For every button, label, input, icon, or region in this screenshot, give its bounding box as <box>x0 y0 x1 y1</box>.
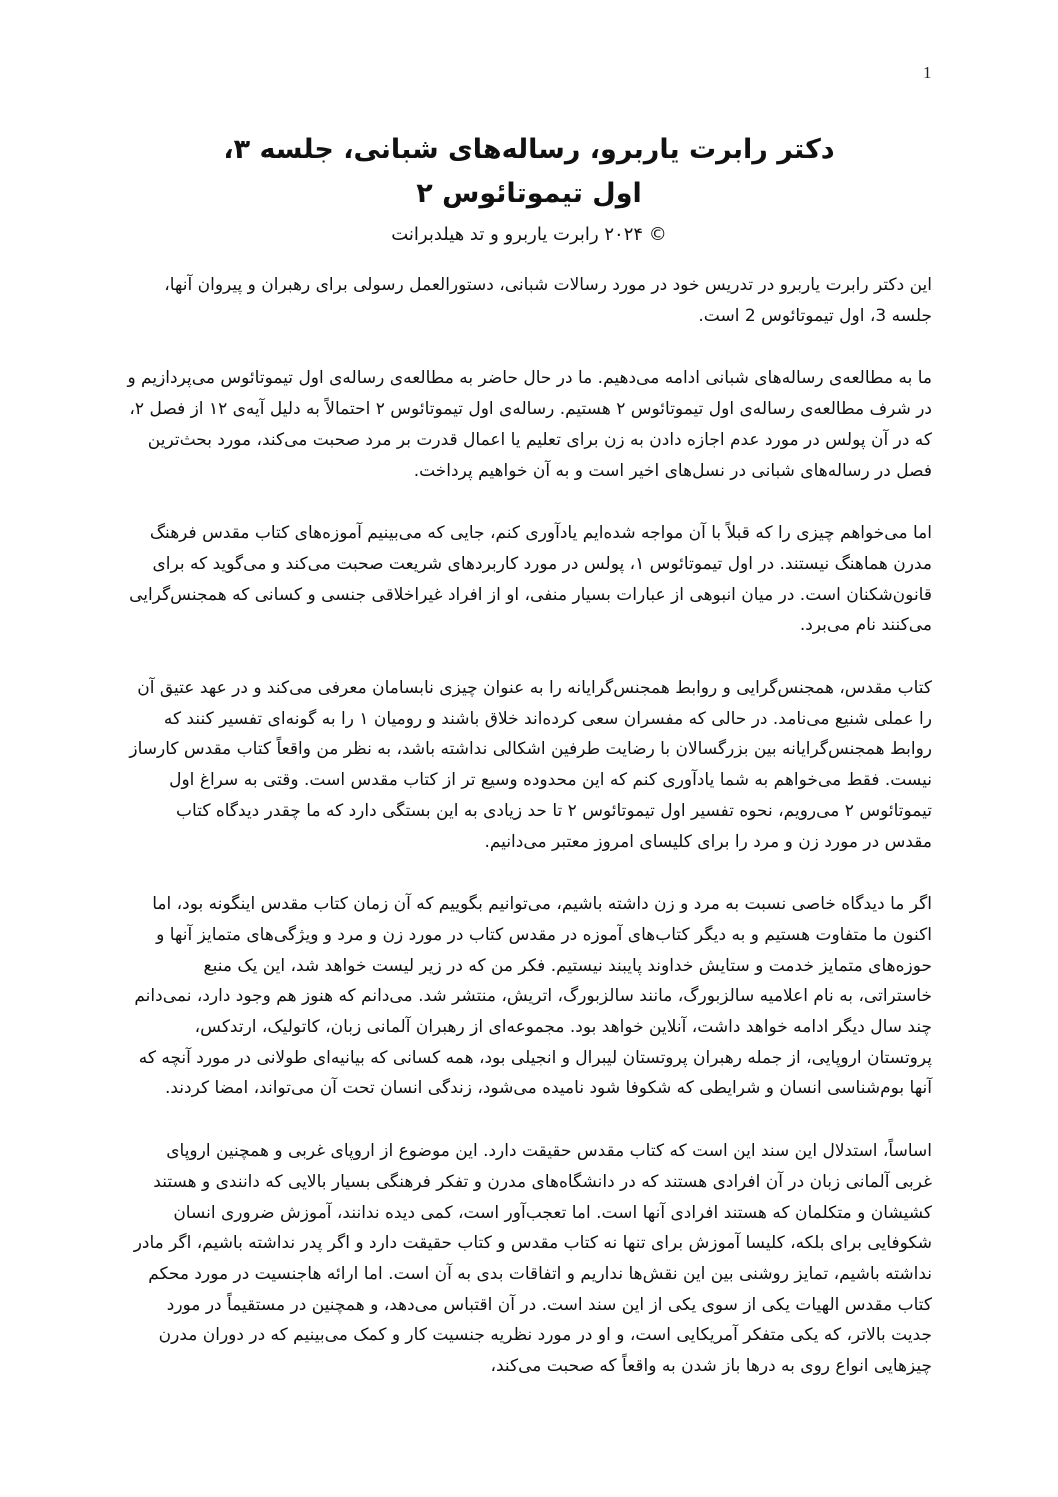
document-body <box>126 270 932 1414</box>
page-number: 1 <box>923 63 932 82</box>
paragraph: این دکتر رابرت یاربرو در تدریس خود در مورد رسالات شبانی، دستورالعمل رسولی برای رهبران و پیروان آنها، جلسه 3، اول تیموتائوس 2 است. <box>164 275 932 326</box>
paragraph: اما می‌خواهم چیزی را که قبلاً با آن مواجه شده‌ایم یادآوری کنم، جایی که می‌بینیم آموزه‌های کتاب مقدس فرهنگ مدرن هماهنگ نیستند. در اول تیموتائوس ۱، پولس در مورد کاربردهای شریعت صحبت می‌کند و می‌گوید که برای قانون‌شکنان است. در میان انبوهی از عبارات بسیار منفی، او از افراد غیراخلاقی جنسی و کسانی که همجنس‌گرایی می‌کنند نام می‌برد. <box>129 523 932 636</box>
paragraph: اگر ما دیدگاه خاصی نسبت به مرد و زن داشته باشیم، می‌توانیم بگوییم که آن زمان کتاب مقدس اینگونه بود، اما اکنون ما متفاوت هستیم و به دیگر کتاب‌های آموزه در مقدس کتاب در مورد زن و مرد و ویژگی‌های متمایز آنها و حوزه‌های متمایز خدمت و ستایش خداوند پایبند نیستیم. فکر من که در زیر لیست خواهد شد، این یک منبع خاستراتی، به نام اعلامیه سالزبورگ، مانند سالزبورگ، اتریش، منتشر شد. می‌دانم که هنوز هم وجود دارد، نمی‌دانم چند سال دیگر ادامه خواهد داشت، آنلاین خواهد بود. مجموعه‌ای از رهبران آلمانی زبان، کاتولیک، ارتدکس، پروتستان اروپایی، از جمله رهبران پروتستان لیبرال و انجیلی بود، همه کسانی که بیانیه‌ای طولانی در مورد آنچه که آنها بوم‌شناسی انسان و شرایطی که شکوفا شود نامیده می‌شود، زندگی انسان تحت آن می‌تواند، امضا کردند. <box>134 894 932 1099</box>
title-line: اول تیموتائوس ۲ <box>416 178 642 209</box>
paragraph: اساساً، استدلال این سند این است که کتاب مقدس حقیقت دارد. این موضوع از اروپای غربی و همچنین اروپای غربی آلمانی زبان در آن افرادی هستند که در دانشگاه‌های مدرن و تفکر فرهنگی بسیار بالایی که دانندی و هستند کشیشان و متکلمان که هستند افرادی آنها است. اما تعجب‌آور است، کمی دیده ندانند، آموزش ضروری انسان شکوفایی برای بلکه، کلیسا آموزش برای تنها نه کتاب مقدس و کتاب حقیقت دارد و اگر پدر نداشته باشیم، اگر مادر نداشته باشیم، تمایز روشنی بین این نقش‌ها نداریم و اتفاقات بدی به آن است. اما ارائه هاجنسیت در مورد محکم کتاب مقدس الهیات یکی از سوی یکی از این سند است. در آن اقتباس می‌دهد، و همچنین در مستقیماً در مورد جدیت بالاتر، که یکی متفکر آمریکایی است، و او در مورد نظریه جنسیت کار و کمک می‌بینیم که در دوران مدرن چیزهایی انواع روی به درها باز شدن به واقعاً که صحبت می‌کند، <box>133 1141 932 1377</box>
paragraph: ما به مطالعه‌ی رساله‌های شبانی ادامه می‌دهیم. ما در حال حاضر به مطالعه‌ی رساله‌ی اول تیموتائوس می‌پردازیم و در شرف مطالعه‌ی رساله‌ی اول تیموتائوس ۲ هستیم. رساله‌ی اول تیموتائوس ۲ احتمالاً به دلیل آیه‌ی ۱۲ از فصل ۲، که در آن پولس در مورد عدم اجازه دادن به زن برای تعلیم یا اعمال قدرت بر مرد صحبت می‌کند، مورد بحث‌ترین فصل در رساله‌های شبانی در نسل‌های اخیر است و به آن خواهیم پرداخت. <box>127 368 932 481</box>
page-title <box>150 128 908 216</box>
copyright-line: © ۲۰۲۴ رابرت یاربرو و تد هیلدبرانت <box>391 224 667 245</box>
paragraph: کتاب مقدس، همجنس‌گرایی و روابط همجنس‌گرایانه را به عنوان چیزی نابسامان معرفی می‌کند و در عهد عتیق آن را عملی شنیع می‌نامد. در حالی که مفسران سعی کرده‌اند خلاق باشند و رومیان ۱ را به گونه‌ای تفسیر کنند که روابط همجنس‌گرایانه بین بزرگسالان با رضایت طرفین اشکالی نداشته باشد، به نظر من واقعاً کتاب مقدس کارساز نیست. فقط می‌خواهم به شما یادآوری کنم که این محدوده وسیع تر از کتاب مقدس است. وقتی به سراغ اول تیموتائوس ۲ می‌رویم، نحوه تفسیر اول تیموتائوس ۲ تا حد زیادی به این بستگی دارد که ما چقدر دیدگاه کتاب مقدس در مورد زن و مرد را برای کلیسای امروز معتبر می‌دانیم. <box>129 678 932 852</box>
title-line: دکتر رابرت یاربرو، رساله‌های شبانی، جلسه ۳، <box>223 134 835 165</box>
